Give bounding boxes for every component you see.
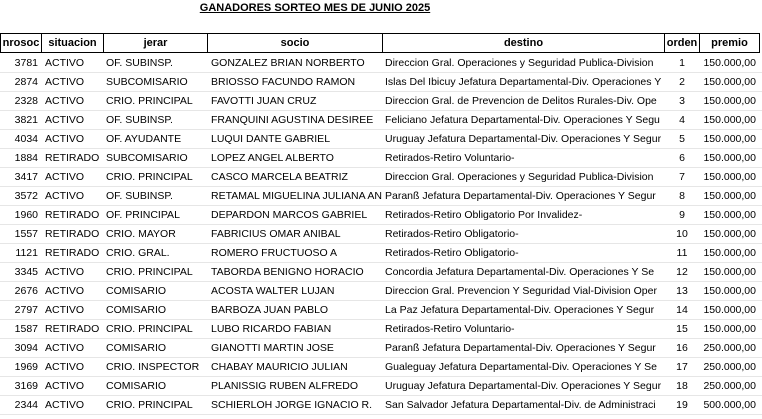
cell-socio: CHABAY MAURICIO JULIAN [211, 361, 348, 373]
cell-nrosoc: 3094 [14, 342, 38, 354]
cell-premio: 150.000,00 [703, 95, 756, 107]
cell-jerar: CRIO. PRINCIPAL [106, 266, 193, 278]
cell-destino: Direccion Gral. de Prevencion de Delitos Rurales-Div. Ope [385, 95, 657, 107]
cell-destino: Paranß Jefatura Departamental-Div. Operaciones Y Segur [385, 342, 656, 354]
cell-destino: Direccion Gral. Operaciones y Seguridad Publica-Division [385, 57, 654, 69]
cell-orden: 4 [679, 114, 685, 126]
cell-orden: 19 [676, 399, 688, 411]
cell-jerar: CRIO. MAYOR [106, 228, 176, 240]
cell-nrosoc: 2344 [14, 399, 38, 411]
cell-socio: LUBO RICARDO FABIAN [211, 323, 332, 335]
cell-premio: 150.000,00 [703, 190, 756, 202]
cell-situacion: RETIRADO [45, 209, 100, 221]
cell-premio: 150.000,00 [703, 76, 756, 88]
cell-orden: 7 [679, 171, 685, 183]
cell-nrosoc: 3572 [14, 190, 38, 202]
cell-situacion: RETIRADO [45, 152, 100, 164]
cell-nrosoc: 3781 [14, 57, 38, 69]
cell-premio: 150.000,00 [703, 171, 756, 183]
cell-socio: BARBOZA JUAN PABLO [211, 304, 329, 316]
cell-destino: Direccion Gral. Operaciones y Seguridad Publica-Division [385, 171, 654, 183]
cell-premio: 150.000,00 [703, 247, 756, 259]
cell-socio: BRIOSSO FACUNDO RAMON [211, 76, 356, 88]
cell-situacion: ACTIVO [45, 380, 85, 392]
table-row [0, 149, 762, 168]
col-nrosoc: nrosoc [0, 33, 42, 53]
cell-premio: 150.000,00 [703, 114, 756, 126]
cell-socio: FAVOTTI JUAN CRUZ [211, 95, 317, 107]
cell-premio: 250.000,00 [703, 380, 756, 392]
cell-socio: SCHIERLOH JORGE IGNACIO R. [211, 399, 373, 411]
cell-orden: 16 [676, 342, 688, 354]
cell-destino: Uruguay Jefatura Departamental-Div. Operaciones Y Segur [385, 380, 662, 392]
cell-situacion: ACTIVO [45, 190, 85, 202]
cell-nrosoc: 4034 [14, 133, 38, 145]
cell-jerar: COMISARIO [106, 342, 167, 354]
cell-destino: Retirados-Retiro Voluntario- [385, 152, 515, 164]
cell-situacion: ACTIVO [45, 114, 85, 126]
cell-orden: 17 [676, 361, 688, 373]
cell-nrosoc: 1960 [14, 209, 38, 221]
cell-jerar: COMISARIO [106, 380, 167, 392]
cell-premio: 150.000,00 [703, 285, 756, 297]
cell-orden: 13 [676, 285, 688, 297]
cell-orden: 15 [676, 323, 688, 335]
table-row [0, 54, 762, 73]
col-orden: orden [664, 33, 700, 53]
cell-destino: Retirados-Retiro Obligatorio- [385, 247, 519, 259]
cell-destino: San Salvador Jefatura Departamental-Div. de Administraci [385, 399, 656, 411]
cell-destino: La Paz Jefatura Departamental-Div. Operaciones Y Segur [385, 304, 655, 316]
cell-destino: Concordia Jefatura Departamental-Div. Operaciones Y Se [385, 266, 655, 278]
cell-nrosoc: 1884 [14, 152, 38, 164]
cell-socio: GONZALEZ BRIAN NORBERTO [211, 57, 365, 69]
cell-premio: 250.000,00 [703, 342, 756, 354]
cell-destino: Direccion Gral. Prevencion Y Seguridad Vial-Division Oper [385, 285, 657, 297]
cell-destino: Retirados-Retiro Obligatorio- [385, 228, 519, 240]
cell-nrosoc: 1121 [15, 247, 38, 259]
cell-socio: CASCO MARCELA BEATRIZ [211, 171, 348, 183]
cell-jerar: CRIO. PRINCIPAL [106, 171, 193, 183]
cell-situacion: ACTIVO [45, 133, 85, 145]
cell-nrosoc: 3821 [14, 114, 38, 126]
cell-nrosoc: 2328 [14, 95, 38, 107]
cell-socio: PLANISSIG RUBEN ALFREDO [211, 380, 359, 392]
table-row [0, 187, 762, 206]
cell-premio: 250.000,00 [703, 361, 756, 373]
cell-situacion: ACTIVO [45, 342, 85, 354]
table-row [0, 244, 762, 263]
cell-situacion: ACTIVO [45, 285, 85, 297]
cell-nrosoc: 3169 [14, 380, 38, 392]
table-row [0, 92, 762, 111]
cell-jerar: CRIO. PRINCIPAL [106, 399, 193, 411]
cell-jerar: OF. PRINCIPAL [106, 209, 180, 221]
cell-socio: LUQUI DANTE GABRIEL [211, 133, 331, 145]
table-row [0, 282, 762, 301]
cell-socio: GIANOTTI MARTIN JOSE [211, 342, 334, 354]
cell-orden: 9 [679, 209, 685, 221]
cell-premio: 150.000,00 [703, 266, 756, 278]
cell-orden: 3 [679, 95, 685, 107]
table-row [0, 358, 762, 377]
cell-socio: TABORDA BENIGNO HORACIO [211, 266, 364, 278]
cell-destino: Retirados-Retiro Obligatorio Por Invalidez- [385, 209, 583, 221]
cell-destino: Gualeguay Jefatura Departamental-Div. Operaciones Y Se [385, 361, 657, 373]
page-title: GANADORES SORTEO MES DE JUNIO 2025 [199, 2, 431, 14]
cell-jerar: OF. SUBINSP. [106, 190, 173, 202]
cell-orden: 1 [679, 57, 685, 69]
cell-orden: 18 [676, 380, 688, 392]
cell-jerar: SUBCOMISARIO [106, 76, 188, 88]
table-row [0, 377, 762, 396]
table-row [0, 130, 762, 149]
cell-situacion: ACTIVO [45, 57, 85, 69]
winners-table [0, 33, 762, 415]
cell-jerar: OF. AYUDANTE [106, 133, 182, 145]
cell-socio: DEPARDON MARCOS GABRIEL [211, 209, 368, 221]
cell-situacion: ACTIVO [45, 399, 85, 411]
col-socio: socio [207, 33, 383, 53]
col-premio: premio [699, 33, 760, 53]
cell-premio: 500.000,00 [703, 399, 756, 411]
cell-orden: 12 [676, 266, 688, 278]
cell-nrosoc: 2797 [14, 304, 38, 316]
cell-situacion: ACTIVO [45, 95, 85, 107]
cell-situacion: ACTIVO [45, 266, 85, 278]
cell-premio: 150.000,00 [703, 323, 756, 335]
cell-orden: 6 [679, 152, 685, 164]
cell-situacion: ACTIVO [45, 304, 85, 316]
cell-destino: Islas Del Ibicuy Jefatura Departamental-Div. Operaciones Y [385, 76, 662, 88]
cell-socio: FRANQUINI AGUSTINA DESIREE [211, 114, 374, 126]
cell-nrosoc: 1557 [14, 228, 38, 240]
cell-socio: ROMERO FRUCTUOSO A [211, 247, 338, 259]
row-divider [0, 414, 762, 415]
cell-jerar: CRIO. INSPECTOR [106, 361, 200, 373]
cell-jerar: CRIO. PRINCIPAL [106, 95, 193, 107]
cell-destino: Feliciano Jefatura Departamental-Div. Operaciones Y Segu [385, 114, 660, 126]
cell-situacion: ACTIVO [45, 361, 85, 373]
cell-jerar: COMISARIO [106, 304, 167, 316]
cell-situacion: ACTIVO [45, 76, 85, 88]
table-row [0, 396, 762, 415]
table-row [0, 320, 762, 339]
table-row [0, 73, 762, 92]
cell-destino: Retirados-Retiro Voluntario- [385, 323, 515, 335]
cell-situacion: RETIRADO [45, 247, 100, 259]
cell-jerar: OF. SUBINSP. [106, 57, 173, 69]
col-situacion: situacion [41, 33, 104, 53]
cell-jerar: COMISARIO [106, 285, 167, 297]
table-row [0, 263, 762, 282]
table-row [0, 301, 762, 320]
cell-orden: 11 [676, 247, 688, 259]
cell-nrosoc: 3417 [14, 171, 38, 183]
cell-jerar: OF. SUBINSP. [106, 114, 173, 126]
table-header [0, 33, 762, 54]
cell-jerar: CRIO. GRAL. [106, 247, 170, 259]
cell-situacion: RETIRADO [45, 228, 100, 240]
cell-premio: 150.000,00 [703, 133, 756, 145]
cell-nrosoc: 1969 [14, 361, 38, 373]
cell-orden: 2 [679, 76, 685, 88]
cell-socio: LOPEZ ANGEL ALBERTO [211, 152, 334, 164]
cell-orden: 8 [679, 190, 685, 202]
cell-premio: 150.000,00 [703, 209, 756, 221]
cell-orden: 14 [676, 304, 688, 316]
cell-orden: 10 [676, 228, 688, 240]
table-row [0, 111, 762, 130]
cell-premio: 150.000,00 [703, 57, 756, 69]
cell-premio: 150.000,00 [703, 152, 756, 164]
cell-socio: RETAMAL MIGUELINA JULIANA AN [211, 190, 382, 202]
col-jerar: jerar [103, 33, 208, 53]
cell-destino: Paranß Jefatura Departamental-Div. Operaciones Y Segur [385, 190, 656, 202]
table-row [0, 206, 762, 225]
col-destino: destino [382, 33, 665, 53]
cell-jerar: CRIO. PRINCIPAL [106, 323, 193, 335]
table-row [0, 225, 762, 244]
cell-nrosoc: 3345 [14, 266, 38, 278]
cell-socio: ACOSTA WALTER LUJAN [211, 285, 335, 297]
cell-nrosoc: 2874 [14, 76, 38, 88]
cell-situacion: ACTIVO [45, 171, 85, 183]
table-row [0, 168, 762, 187]
cell-socio: FABRICIUS OMAR ANIBAL [211, 228, 341, 240]
cell-nrosoc: 1587 [14, 323, 38, 335]
table-row [0, 339, 762, 358]
cell-situacion: RETIRADO [45, 323, 100, 335]
cell-destino: Uruguay Jefatura Departamental-Div. Operaciones Y Segur [385, 133, 662, 145]
cell-orden: 5 [679, 133, 685, 145]
cell-premio: 150.000,00 [703, 228, 756, 240]
table-body [0, 54, 762, 415]
cell-nrosoc: 2676 [14, 285, 38, 297]
cell-jerar: SUBCOMISARIO [106, 152, 188, 164]
cell-premio: 150.000,00 [703, 304, 756, 316]
